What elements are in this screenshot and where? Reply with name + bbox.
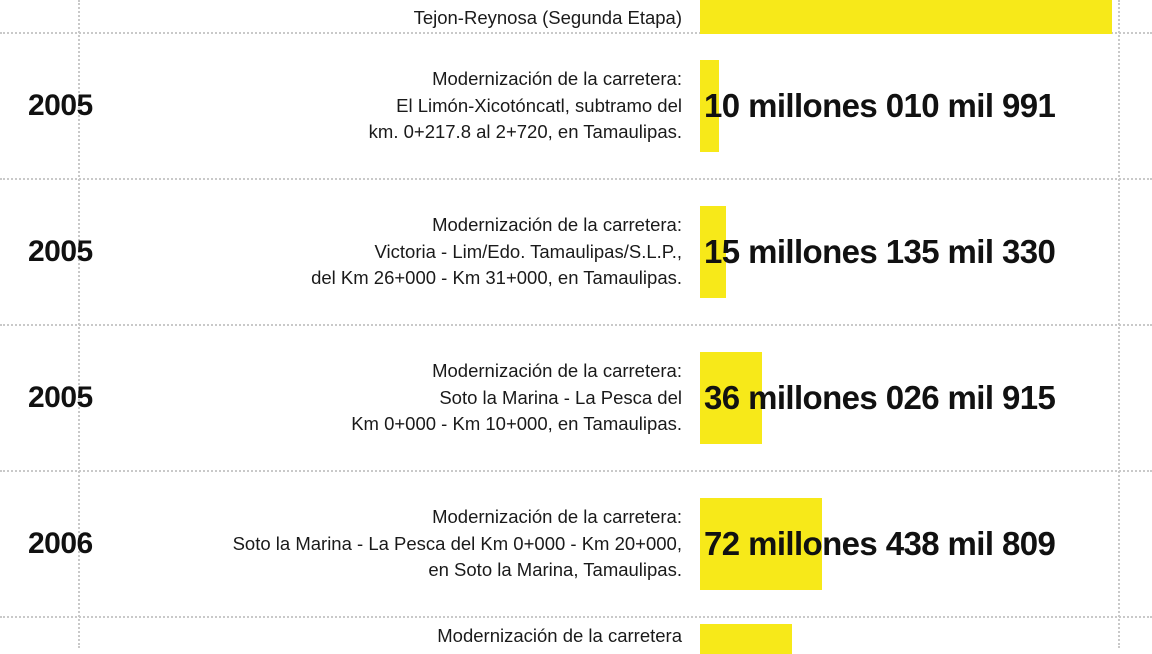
row-description-line: en Soto la Marina, Tamaulipas. [428,559,682,581]
row-year: 2005 [28,89,93,122]
row-year: 2005 [28,235,93,268]
row-value-area [700,472,1152,616]
table-row [0,180,1152,326]
row-description-line: Modernización de la carretera: [432,505,682,527]
row-description-line: del Km 26+000 - Km 31+000, en Tamaulipas. [311,267,682,289]
row-description-line: km. 0+217.8 al 2+720, en Tamaulipas. [368,121,682,143]
row-description-line: El Limón-Xicotóncatl, subtramo del [396,94,682,116]
value-bar [700,624,792,654]
row-description [78,504,700,584]
row-value-label: 36 millones 026 mil 915 [704,379,1056,416]
row-description-line: Km 0+000 - Km 10+000, en Tamaulipas. [351,413,682,435]
row-description-line: Modernización de la carretera: [432,213,682,235]
row-description [78,212,700,292]
row-description-line: Victoria - Lim/Edo. Tamaulipas/S.L.P., [374,240,682,262]
row-value-area [700,34,1152,178]
row-description-line: Modernización de la carretera: [432,359,682,381]
table-row [0,472,1152,618]
row-description [78,623,700,650]
value-bar [700,0,1112,34]
row-value-label: 15 millones 135 mil 330 [704,233,1056,270]
row-description [78,66,700,146]
row-description [78,5,700,32]
row-description-line: Soto la Marina - La Pesca del Km 0+000 - Km 20+000, [232,532,682,554]
row-value-area [700,180,1152,324]
row-value-area [700,326,1152,470]
row-description-line: Tejon-Reynosa (Segunda Etapa) [413,7,682,29]
row-description-line: Modernización de la carretera [437,624,682,646]
row-year: 2006 [28,527,93,560]
table-row [0,0,1152,34]
row-year: 2005 [28,381,93,414]
row-value-area [700,0,1152,32]
row-value-label: 10 millones 010 mil 991 [704,87,1056,124]
row-description-line: Soto la Marina - La Pesca del [439,386,682,408]
row-description [78,358,700,438]
table-row [0,326,1152,472]
row-value-label: 72 millones 438 mil 809 [704,525,1056,562]
row-description-line: Modernización de la carretera: [432,67,682,89]
row-value-area [700,618,1152,654]
table-row [0,34,1152,180]
table-row [0,618,1152,654]
